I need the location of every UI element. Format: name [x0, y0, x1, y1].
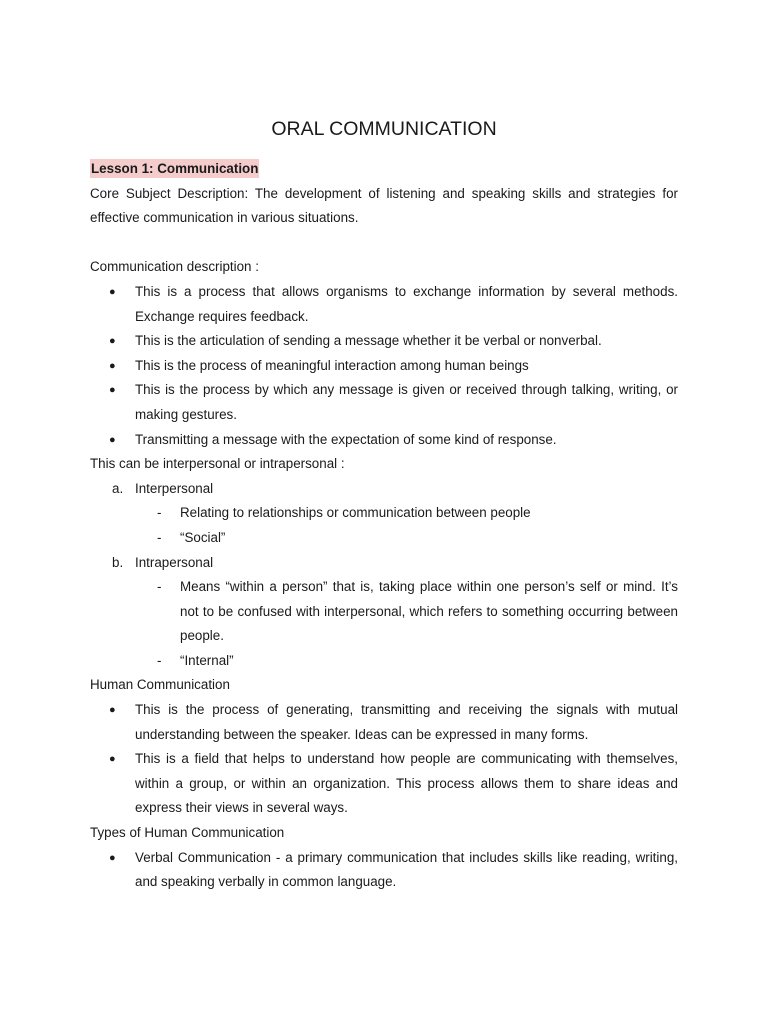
interpersonal-label: Interpersonal: [135, 480, 214, 496]
human-communication-label: Human Communication: [90, 677, 230, 693]
list-item: [90, 501, 678, 526]
list-item-text: Means “within a person” that is, taking place within one person’s self or mind. It’s not to be confused with interpersonal, which refers to something occurring between people.: [180, 579, 678, 644]
list-item: [90, 698, 678, 747]
communication-kinds-list-continued: [90, 551, 678, 576]
list-item-text: This is the process of generating, transmitting and receiving the signals with mutual understanding between the speaker. Ideas can be expressed in many forms.: [135, 702, 678, 742]
dash-marker: -: [157, 505, 162, 521]
types-of-human-communication-label: Types of Human Communication: [90, 825, 285, 841]
list-item: [90, 280, 678, 329]
dash-marker: -: [157, 579, 162, 595]
spacer: [90, 231, 678, 256]
dash-marker: -: [157, 529, 162, 545]
list-item-text: “Internal”: [180, 652, 234, 668]
bullet-icon: ●: [109, 359, 116, 372]
document-body: [90, 116, 678, 895]
communication-description-list: [90, 280, 678, 452]
list-marker: b.: [112, 554, 124, 570]
list-item-text: This is the process of meaningful interaction among human beings: [135, 357, 529, 373]
list-item-text: Transmitting a message with the expectation of some kind of response.: [135, 431, 557, 447]
communication-kinds-list: [90, 477, 678, 502]
bullet-icon: ●: [109, 851, 116, 864]
bullet-icon: ●: [109, 384, 116, 397]
communication-description-label: Communication description :: [90, 259, 259, 275]
list-item-text: Verbal Communication - a primary communication that includes skills like reading, writing, and speaking verbally in common language.: [135, 849, 678, 890]
list-item-text: This is a process that allows organisms to exchange information by several methods. Exchange requires feedback.: [135, 283, 678, 324]
interpersonal-intrapersonal-label: This can be interpersonal or intrapersonal :: [90, 456, 345, 472]
list-item-text: This is a field that helps to understand how people are communicating with themselves, within a group, or within an organization. This process allows them to share ideas and express their views in several ways.: [135, 751, 678, 816]
bullet-icon: ●: [109, 285, 116, 298]
list-item: [90, 846, 678, 895]
lesson-heading: Lesson 1: Communication: [91, 161, 259, 176]
list-item: [90, 649, 678, 674]
list-item-text: This is the process by which any message is given or received through talking, writing, or making gestures.: [135, 382, 678, 422]
list-item-text: Relating to relationships or communication between people: [180, 505, 531, 521]
list-item: [90, 428, 678, 453]
core-subject-description: Core Subject Description: The development of listening and speaking skills and strategies for effective communication in various situations.: [90, 185, 678, 226]
bullet-icon: ●: [109, 704, 116, 717]
intrapersonal-sublist: [90, 575, 678, 673]
human-communication-list: [90, 698, 678, 821]
list-item: [90, 526, 678, 551]
page-title: ORAL COMMUNICATION: [271, 118, 497, 140]
list-item: [90, 329, 678, 354]
types-list: [90, 846, 678, 895]
list-item: [90, 747, 678, 821]
interpersonal-sublist: [90, 501, 678, 550]
bullet-icon: ●: [109, 335, 116, 348]
list-item-intrapersonal: [90, 551, 678, 576]
list-item-text: “Social”: [180, 529, 226, 545]
bullet-icon: ●: [109, 753, 116, 766]
list-item: [90, 354, 678, 379]
list-item-text: This is the articulation of sending a message whether it be verbal or nonverbal.: [135, 333, 602, 349]
list-marker: a.: [112, 480, 124, 496]
dash-marker: -: [157, 652, 162, 668]
intrapersonal-label: Intrapersonal: [135, 554, 214, 570]
bullet-icon: ●: [109, 433, 116, 446]
list-item-interpersonal: [90, 477, 678, 502]
list-item: [90, 378, 678, 427]
list-item: [90, 575, 678, 649]
